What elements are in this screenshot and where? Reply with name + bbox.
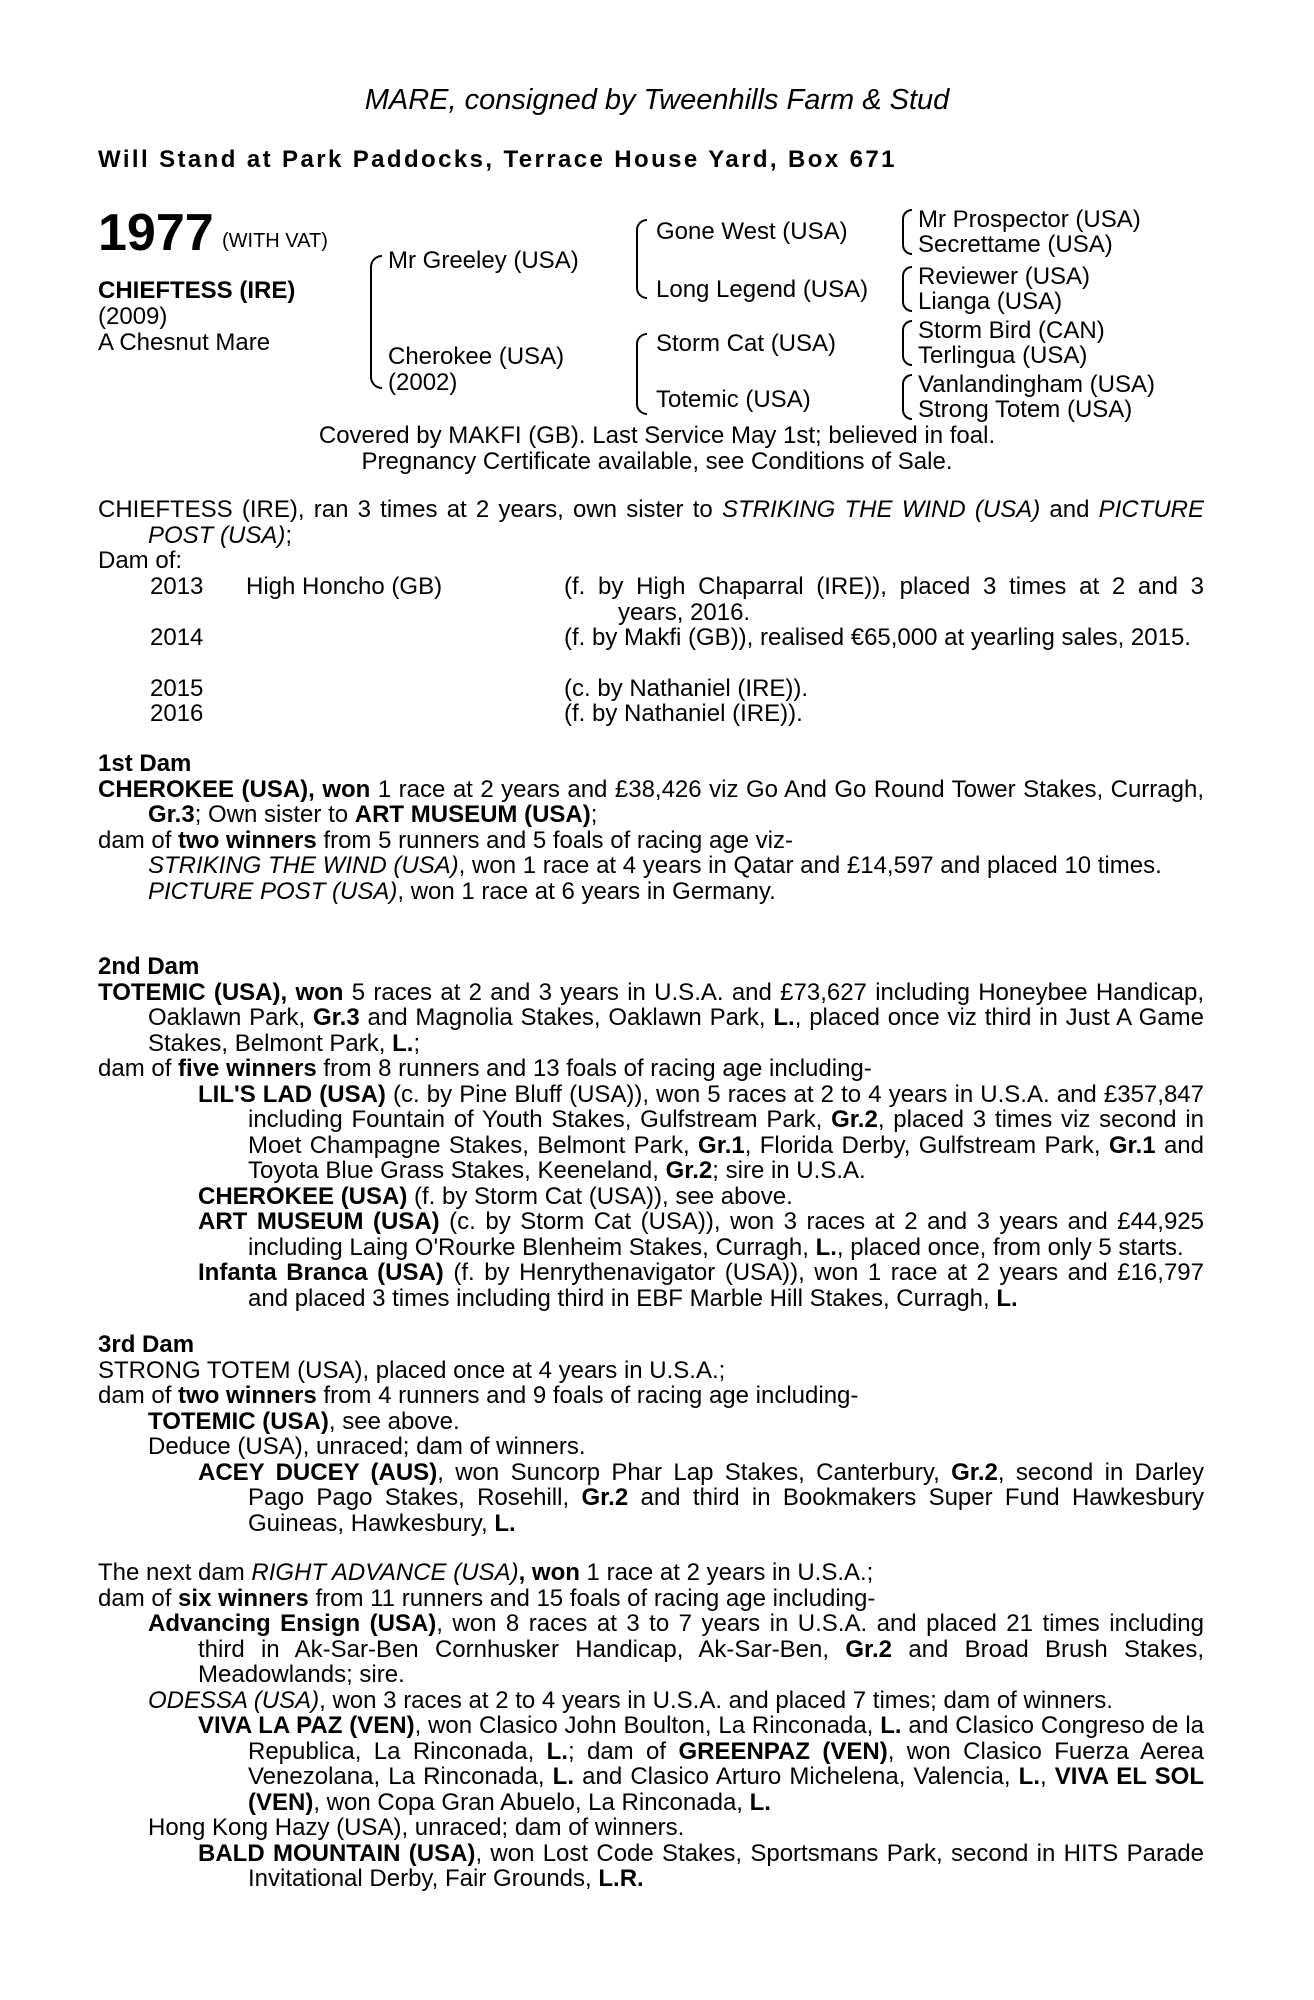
pedigree-sdd: Lianga (USA) [918,288,1063,315]
pedigree-brace [902,320,912,342]
intro-text: CHIEFTESS (IRE), ran 3 times at 2 years, own sister to [98,496,722,523]
offspring-name: Infanta Branca (USA) [198,1259,444,1286]
pedigree-brace [902,209,912,231]
pedigree-dam: Cherokee (USA) [388,343,565,370]
produce-year: 2013 [150,573,204,600]
offspring-name: VIVA LA PAZ (VEN) [198,1712,415,1739]
pedigree-brace [370,329,382,389]
produce-detail: (f. by High Chaparral (IRE)), placed 3 times at 2 and 3 years, 2016. [564,573,1204,626]
produce-year: 2016 [150,700,204,727]
pedigree-dam-year: (2002) [388,369,458,396]
pedigree-sire: Mr Greeley (USA) [388,247,579,274]
first-dam-section: 1st Dam CHEROKEE (USA), won 1 race at 2 years and £38,426 viz Go And Go Round Tower Stakes, Curragh, Gr.3; Own sister to ART MUSEUM (USA); dam of two winners from 5 runners and 5 foals of racing age viz- STRIKING THE WIND (USA), won 1 race at 4 years in Qatar and £14,597 and placed 10 times. PICTURE POST (USA), won 1 race at 6 years in Germany. [98,750,1205,905]
pedigree-dam-sire: Storm Cat (USA) [656,330,837,357]
offspring-name: PICTURE POST (USA) [148,877,398,905]
pedigree-sire-dam: Long Legend (USA) [656,276,869,303]
offspring-name: STRIKING THE WIND (USA) [148,852,459,879]
offspring-name: BALD MOUNTAIN (USA) [198,1839,476,1867]
produce-name: High Honcho (GB) [246,573,443,600]
pedigree-brace [902,340,912,366]
dam-of-label: Dam of: [98,547,183,574]
third-dam-section: 3rd Dam STRONG TOTEM (USA), placed once at 4 years in U.S.A.; dam of two winners from 4 runners and 9 foals of racing age including- TOTEMIC (USA), see above. Deduce (USA), unraced; dam of winners. ACEY DUCEY (AUS), won Suncorp Phar Lap Stakes, Canterbury, Gr.2, second in Darley Pago Pago Stakes, Rosehill, Gr.2 and third in Bookmakers Super Fund Hawkesbury Guineas, Hawkesbury, L. [98,1331,1204,1537]
pedigree-brace [902,286,912,312]
pedigree-brace [636,333,647,377]
pedigree-dss: Storm Bird (CAN) [918,317,1105,344]
pedigree-brace [902,374,912,396]
dam-name: RIGHT ADVANCE (USA) [251,1559,519,1586]
page-title: MARE, consigned by Tweenhills Farm & Stud [364,84,950,116]
covered-line: Covered by MAKFI (GB). Last Service May 1st; believed in foal. [318,422,996,449]
pedigree-dsd: Terlingua (USA) [918,342,1088,369]
pedigree-brace [902,229,912,255]
produce-year: 2015 [150,675,204,702]
produce-year: 2014 [150,624,204,651]
pedigree-ddd: Strong Totem (USA) [918,396,1133,423]
dam-name: CHEROKEE (USA) [98,775,309,803]
horse-name: CHIEFTESS (IRE) [98,277,296,304]
intro-paragraph [98,497,1204,574]
pedigree-sss: Mr Prospector (USA) [918,206,1141,233]
pedigree-brace [370,255,382,331]
pedigree-brace [636,219,647,263]
produce-detail: (c. by Nathaniel (IRE)). [564,675,809,702]
offspring-name: ACEY DUCEY (AUS) [198,1458,438,1486]
pedigree-brace [636,261,647,299]
section-heading: 3rd Dam [98,1331,195,1358]
vat-note: (WITH VAT) [222,230,328,252]
offspring-name: Advancing Ensign (USA) [148,1610,437,1637]
second-dam-section: 2nd Dam TOTEMIC (USA), won 5 races at 2 and 3 years in U.S.A. and £73,627 including Honeybee Handicap, Oaklawn Park, Gr.3 and Magnolia Stakes, Oaklawn Park, L., placed once viz third in Just A Game Stakes, Belmont Park, L.; dam of five winners from 8 runners and 13 foals of racing age including- LIL'S LAD (USA) (c. by Pine Bluff (USA)), won 5 races at 2 to 4 years in U.S.A. and £357,847 including Fountain of Youth Stakes, Gulfstream Park, Gr.2, placed 3 times viz second in Moet Champagne Stakes, Belmont Park, Gr.1, Florida Derby, Gulfstream Park, Gr.1 and Toyota Blue Grass Stakes, Keeneland, Gr.2; sire in U.S.A. CHEROKEE (USA) (f. by Storm Cat (USA)), see above. ART MUSEUM (USA) (c. by Storm Cat (USA)), won 3 races at 2 and 3 years and £44,925 including Laing O'Rourke Blenheim Stakes, Curragh, L., placed once, from only 5 starts. Infanta Branca (USA) (f. by Henrythenavigator (USA)), won 1 race at 2 years and £16,797 and placed 3 times including third in EBF Marble Hill Stakes, Curragh, L. [98,953,1204,1312]
pedigree-dds: Vanlandingham (USA) [918,371,1156,398]
fourth-dam-section: The next dam RIGHT ADVANCE (USA), won 1 race at 2 years in U.S.A.; dam of six winners from 11 runners and 15 foals of racing age including- Advancing Ensign (USA), won 8 races at 3 to 7 years in U.S.A. and placed 21 times including third in Ak-Sar-Ben Cornhusker Handicap, Ak-Sar-Ben, Gr.2 and Broad Brush Stakes, Meadowlands; sire. ODESSA (USA), won 3 races at 2 to 4 years in U.S.A. and placed 7 times; dam of winners. VIVA LA PAZ (VEN), won Clasico John Boulton, La Rinconada, L. and Clasico Congreso de la Republica, La Rinconada, L.; dam of GREENPAZ (VEN), won Clasico Fuerza Aerea Venezolana, La Rinconada, L. and Clasico Arturo Michelena, Valencia, L., VIVA EL SOL (VEN), won Copa Gran Abuelo, La Rinconada, L. Hong Kong Hazy (USA), unraced; dam of winners. BALD MOUNTAIN (USA), won Lost Code Stakes, Sportsmans Park, second in HITS Parade Invitational Derby, Fair Grounds, L.R. [98,1559,1204,1892]
offspring-name: ART MUSEUM (USA) [198,1208,440,1235]
offspring-name: CHEROKEE (USA) [198,1182,408,1210]
pedigree-brace [902,394,912,420]
produce-detail: (f. by Nathaniel (IRE)). [564,700,803,727]
horse-year: (2009) [98,303,168,330]
offspring-name: ODESSA (USA) [148,1686,320,1714]
offspring-name: LIL'S LAD (USA) [198,1080,386,1108]
pedigree-dam-dam: Totemic (USA) [656,386,811,413]
pedigree-brace [902,266,912,288]
pedigree-ssd: Secrettame (USA) [918,231,1113,258]
section-heading: 1st Dam [98,750,192,777]
section-heading: 2nd Dam [98,953,200,980]
lot-number: 1977 [98,204,214,262]
sibling-1: STRIKING THE WIND (USA) [721,496,1041,523]
intro-end: ; [285,521,293,549]
pregnancy-line: Pregnancy Certificate available, see Conditions of Sale. [361,448,953,475]
sibling-2: PICTURE POST (USA) [148,496,1204,549]
intro-and: and [1040,496,1099,523]
pedigree-sds: Reviewer (USA) [918,263,1091,290]
produce-detail: (f. by Makfi (GB)), realised €65,000 at yearling sales, 2015. [564,624,1191,651]
horse-description: A Chesnut Mare [98,329,271,356]
pedigree-brace [636,375,647,415]
venue-line: Will Stand at Park Paddocks, Terrace House Yard, Box 671 [98,146,897,173]
offspring-name: TOTEMIC (USA) [148,1407,329,1435]
pedigree-sire-sire: Gone West (USA) [656,218,848,245]
dam-name: TOTEMIC (USA) [98,978,281,1006]
